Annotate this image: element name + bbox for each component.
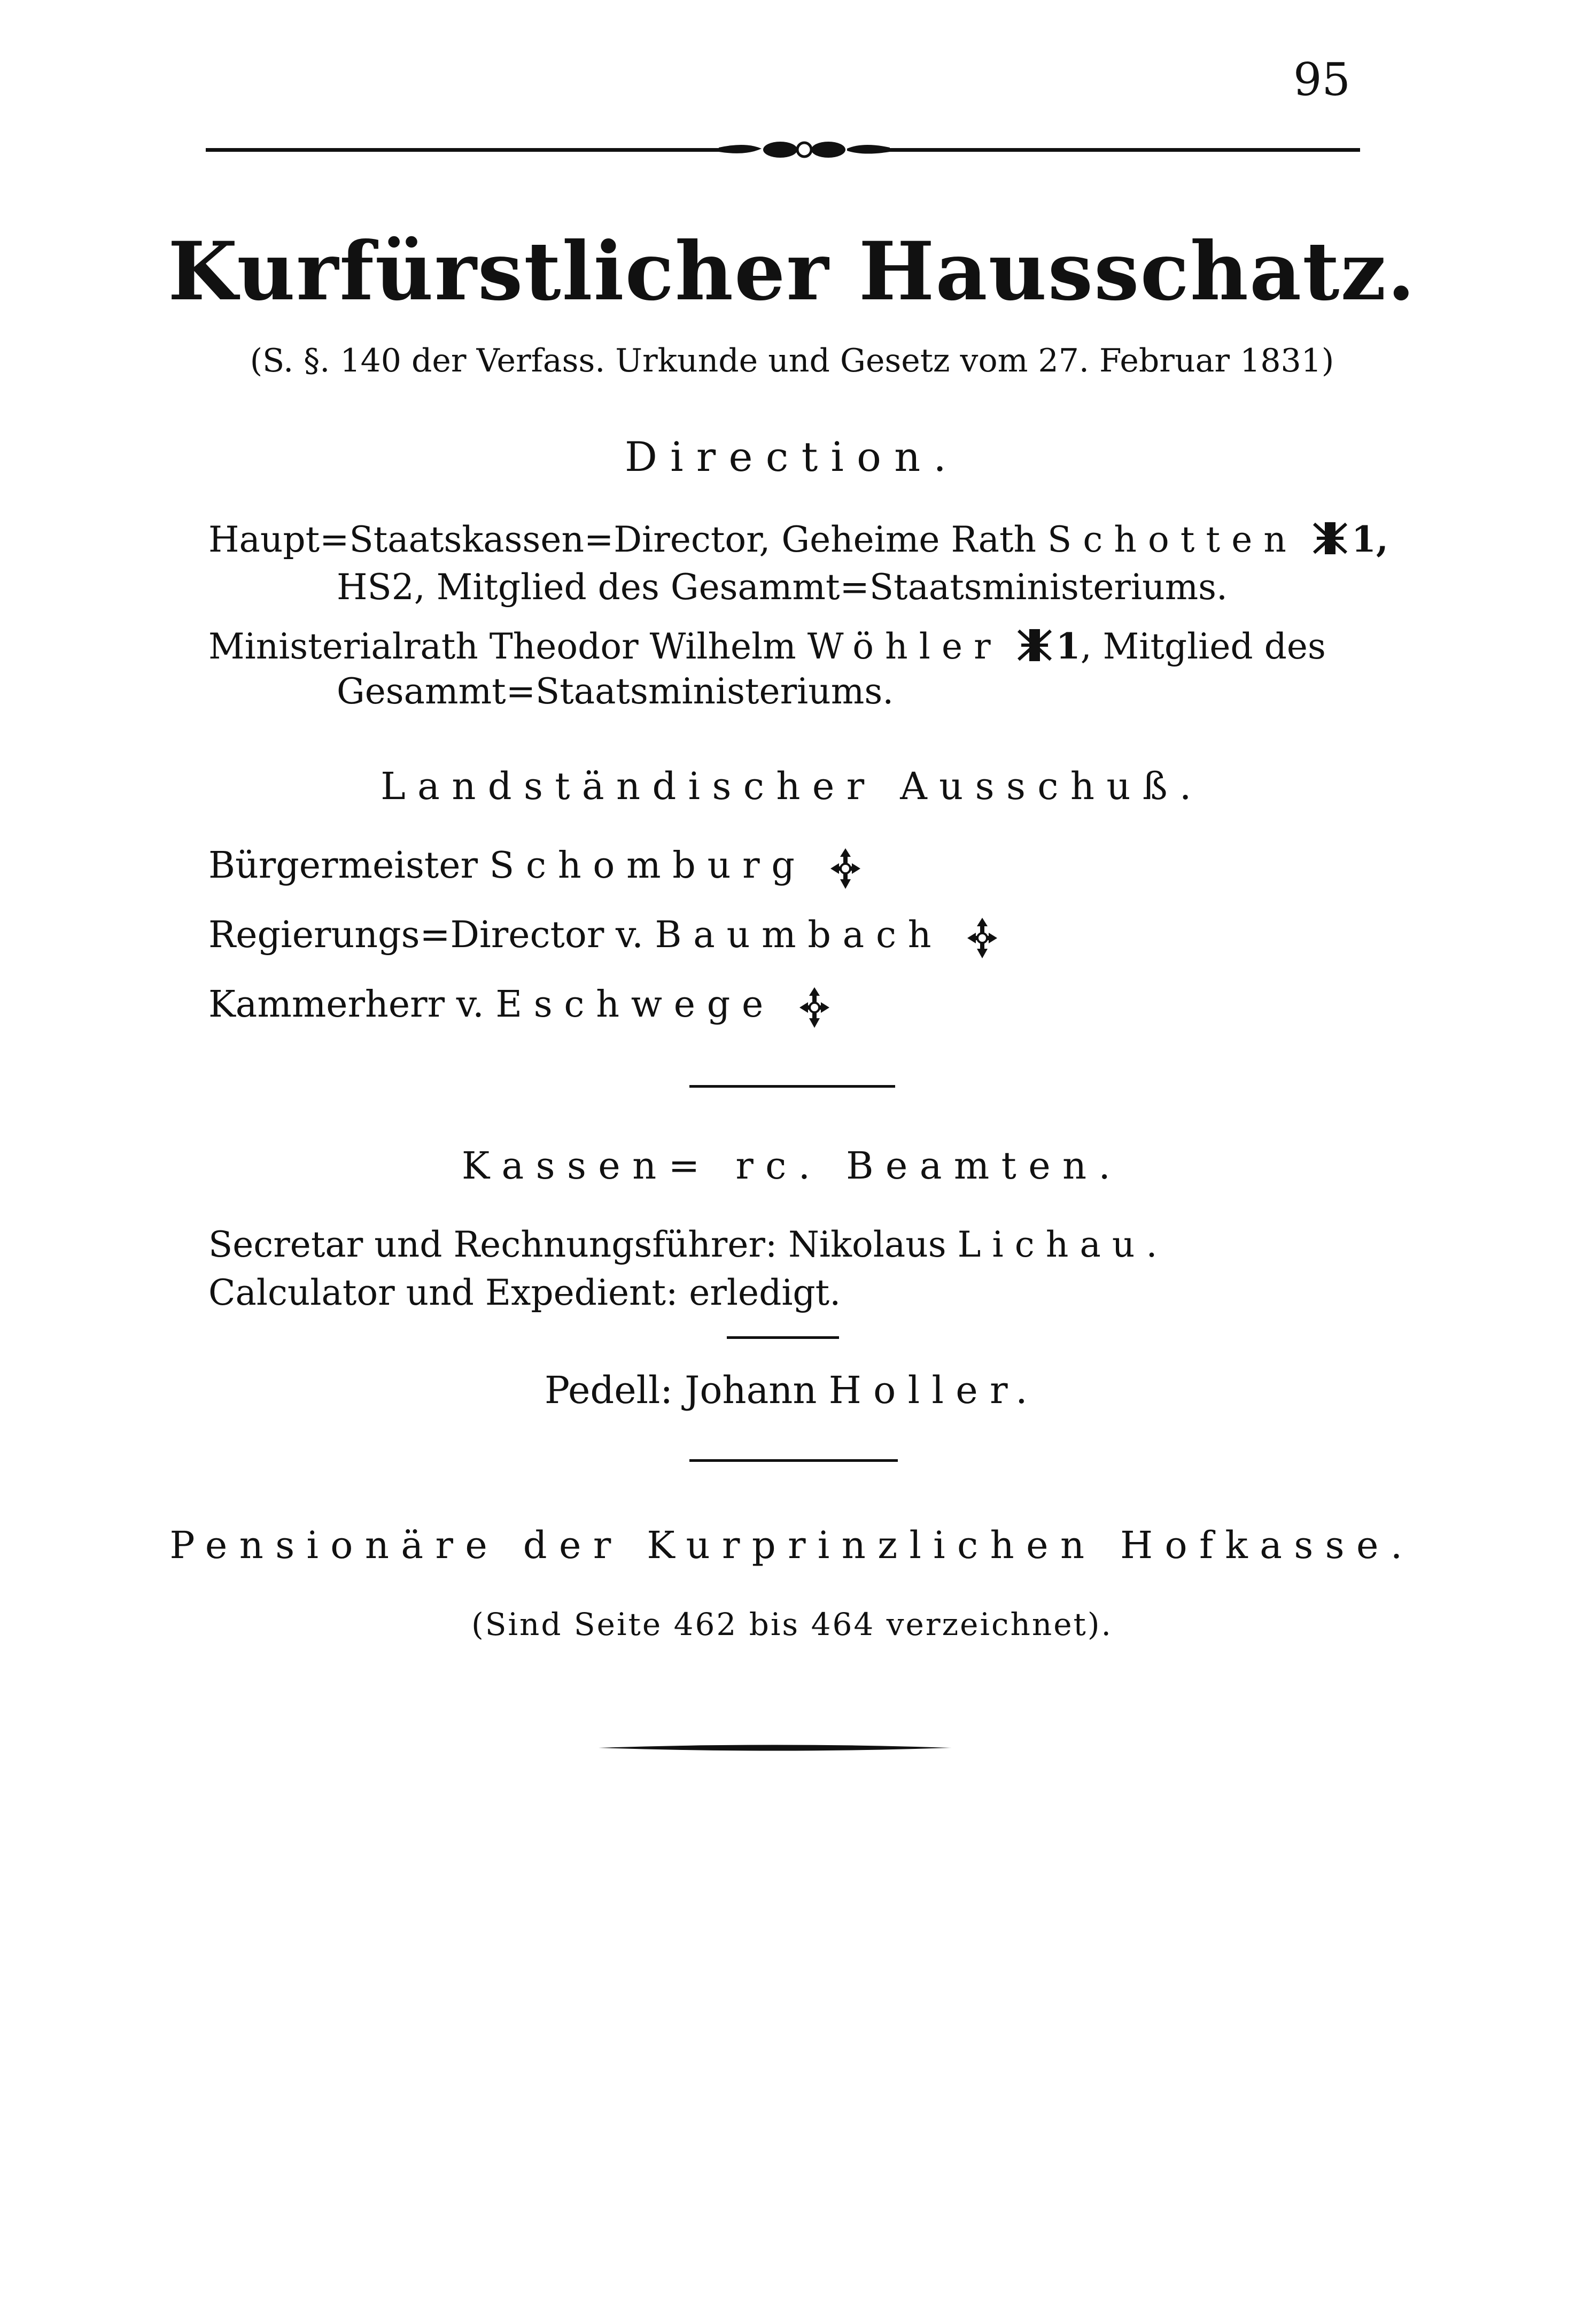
order-cross-icon [966, 917, 998, 959]
member-name: Schomburg [489, 845, 806, 887]
secretary-name-first: Nikolaus [788, 1224, 946, 1265]
direction-entry-1-line-2: HS2, Mitglied des Gesammt=Staatsministeriums. [337, 567, 1228, 608]
entry-1-name: Schotten [1047, 519, 1298, 560]
entry-2-name: Wöhler [807, 626, 1002, 667]
calculator-label: Calculator und Expedient: [208, 1272, 678, 1313]
direction-entry-2-line-2: Gesammt=Staatsministeriums. [337, 671, 894, 712]
member-name: Eschwege [495, 983, 775, 1026]
beadle-name-last: Holler. [828, 1368, 1039, 1412]
pensioners-note: (Sind Seite 462 bis 464 verzeichnet). [471, 1606, 1113, 1643]
direction-entry-2-line-1 [208, 625, 1326, 672]
member-name: Baumbach [655, 914, 943, 956]
entry-2-rest: , Mitglied des [1080, 626, 1326, 667]
section-divider [689, 1085, 895, 1088]
order-cross-icon [798, 986, 830, 1029]
ornamental-rule-bottom [599, 1740, 951, 1756]
ornamental-rule-top [206, 128, 1360, 171]
committee-heading: Landständischer Ausschuß. [381, 764, 1203, 808]
beadle-line [0, 1368, 1584, 1412]
direction-entry-1-line-1 [208, 518, 1388, 565]
secretary-name-last: Lichau. [957, 1224, 1169, 1265]
entry-1-mark: 1, [1352, 518, 1388, 560]
order-cross-icon [1309, 520, 1352, 565]
pensioners-heading: Pensionäre der Kurprinzlichen Hofkasse. [169, 1523, 1415, 1567]
committee-member [208, 983, 830, 1029]
member-title: Bürgermeister [208, 845, 478, 887]
member-title: Kammerherr v. [208, 983, 484, 1026]
secretary-label: Secretar und Rechnungsführer: [208, 1224, 778, 1265]
calculator-value: erledigt. [689, 1272, 841, 1313]
beadle-name-first: Johann [685, 1368, 817, 1412]
committee-member [208, 845, 861, 890]
entry-1-text: Haupt=Staatskassen=Director, Geheime Rath [208, 519, 1048, 560]
legal-reference: (S. §. 140 der Verfass. Urkunde und Gesetz vom 27. Februar 1831) [250, 342, 1334, 379]
calculator-line [208, 1272, 841, 1313]
officials-heading: Kassen= rc. Beamten. [461, 1144, 1123, 1188]
order-cross-icon [829, 847, 861, 890]
entry-2-text: Ministerialrath Theodor Wilhelm [208, 626, 807, 667]
secretary-line [208, 1224, 1169, 1265]
page-title: Kurfürstlicher Hausschatz. [168, 224, 1416, 319]
direction-heading: Direction. [624, 433, 960, 481]
page-number: 95 [1293, 53, 1350, 106]
section-divider [689, 1459, 898, 1462]
member-title: Regierungs=Director v. [208, 914, 643, 956]
committee-member [208, 914, 998, 959]
entry-2-mark: 1 [1055, 625, 1081, 667]
beadle-label: Pedell: [545, 1368, 673, 1412]
section-divider [727, 1336, 839, 1339]
order-cross-icon [1013, 626, 1056, 672]
